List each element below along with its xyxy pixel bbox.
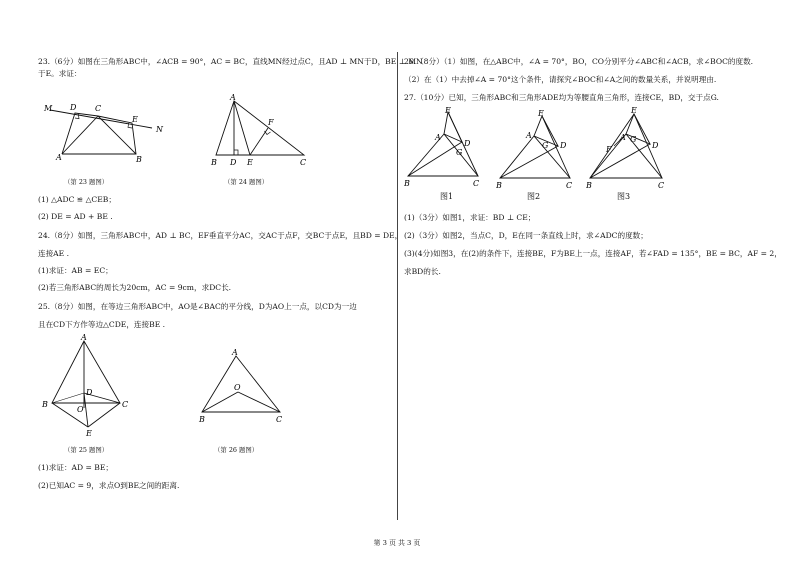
q24-text-line1: 24.（8分）如图，三角形ABC中，AD ⊥ BC，EF垂直平分AC，交AC于点F，交BC于点E，且BD = DE，: [38, 231, 403, 240]
q25-text-line1: 25.（8分）如图，在等边三角形ABC中，AO是∠BAC的平分线，D为AO上一点，以CD为一边: [38, 302, 357, 311]
q24-part2: (2)若三角形ABC的周长为20cm，AC = 9cm，求DC长.: [38, 283, 232, 292]
q25-part2: (2)已知AC = 9，求点O到BE之间的距离.: [38, 481, 180, 490]
q27-part3-line1: (3)(4分)如图3，在(2)的条件下，连接BE，F为BE上一点，连接AF，若∠FAD = 135°，BE = BC，AF = 2，: [404, 249, 782, 258]
fig23-label: M: [44, 104, 53, 113]
figure-24: [206, 93, 318, 171]
fig27-2-label: D: [560, 141, 567, 150]
fig26-label: O: [234, 383, 241, 392]
q23-part1: (1) △ADC ≌ △CEB；: [38, 195, 116, 204]
q27-part3-line2: 求BD的长.: [404, 267, 441, 276]
fig27-3-label: E: [631, 106, 637, 115]
fig24-label: D: [230, 158, 237, 167]
fig27-2-label: E: [538, 109, 544, 118]
fig23-label: B: [136, 155, 142, 164]
fig27-3-label: B: [586, 181, 592, 190]
fig25-label: O: [77, 405, 84, 414]
figure-27-2: [496, 108, 578, 190]
figure-23: [40, 98, 170, 168]
figure-27-1: [404, 104, 486, 190]
fig24-label: E: [247, 158, 253, 167]
fig27-3-caption: 图3: [617, 192, 631, 201]
fig25-label: A: [81, 333, 87, 342]
fig27-2-label: C: [566, 181, 573, 190]
fig26-caption: （第 26 题图）: [214, 446, 259, 454]
fig27-1-label: B: [404, 179, 410, 188]
fig27-1-label: D: [464, 139, 471, 148]
fig25-label: C: [122, 400, 129, 409]
fig25-label: E: [86, 429, 92, 438]
fig24-label: A: [230, 93, 236, 102]
q24-text-line2: 连接AE .: [38, 249, 70, 258]
fig24-label: F: [268, 118, 274, 127]
fig27-2-label: G: [542, 141, 549, 150]
fig23-label: E: [132, 115, 138, 124]
fig26-label: B: [199, 415, 205, 424]
q23-part2: (2) DE = AD + BE .: [38, 212, 113, 221]
fig24-caption: （第 24 题图）: [224, 178, 269, 186]
fig24-label: C: [300, 158, 307, 167]
fig23-label: A: [56, 153, 62, 162]
fig23-label: C: [95, 104, 102, 113]
fig27-2-caption: 图2: [527, 192, 541, 201]
q27-part1: (1)（3分）如图1，求证：BD ⊥ CE；: [404, 213, 536, 222]
fig27-1-label: A: [435, 133, 441, 142]
fig27-1-label: G: [456, 148, 463, 157]
fig27-2-label: A: [526, 131, 532, 140]
column-divider: [397, 52, 398, 520]
fig27-3-label: A: [620, 133, 626, 142]
fig27-2-label: B: [496, 181, 502, 190]
q25-text-line2: 且在CD下方作等边△CDE，连接BE .: [38, 320, 166, 329]
q25-part1: (1)求证：AD = BE；: [38, 463, 114, 472]
page-footer: 第 3 页 共 3 页: [373, 539, 421, 547]
fig27-3-label: C: [658, 181, 665, 190]
fig27-1-label: C: [473, 179, 480, 188]
fig24-label: B: [211, 158, 217, 167]
figure-25: [40, 333, 140, 441]
fig23-caption: （第 23 题图）: [64, 178, 109, 186]
fig25-label: B: [42, 400, 48, 409]
fig25-label: D: [86, 388, 93, 397]
fig25-caption: （第 25 题图）: [64, 446, 109, 454]
fig27-1-label: E: [445, 106, 451, 115]
q26-text-line2: （2）在（1）中去掉∠A = 70°这个条件，请探究∠BOC和∠A之间的数量关系，并说明理由.: [404, 75, 717, 84]
fig23-label: D: [70, 103, 77, 112]
fig27-3-label: G: [630, 135, 637, 144]
q27-part2: (2)（3分）如图2，当点C，D，E在同一条直线上时，求∠ADC的度数；: [404, 231, 648, 240]
fig27-3-label: F: [606, 145, 612, 154]
fig27-1-caption: 图1: [440, 192, 454, 201]
q26-text-line1: 26.（8分）（1）如图，在△ABC中，∠A = 70°，BO，CO分别平分∠ABC和∠ACB，求∠BOC的度数.: [404, 57, 754, 66]
q23-text-line2: 于E。求证：: [38, 69, 82, 78]
fig23-label: N: [156, 125, 163, 134]
fig27-3-label: D: [652, 141, 659, 150]
q23-text-line1: 23.（6分）如图在三角形ABC中，∠ACB = 90°，AC = BC，直线MN经过点C，且AD ⊥ MN于D，BE ⊥ MN: [38, 57, 423, 66]
q24-part1: (1)求证：AB = EC；: [38, 266, 113, 275]
figure-26: [196, 346, 288, 424]
q27-text-line1: 27.（10分）已知，三角形ABC和三角形ADE均为等腰直角三角形，连接CE，BD，交于点G.: [404, 93, 719, 102]
fig26-label: A: [232, 348, 238, 357]
figure-27-3: [586, 104, 670, 190]
fig26-label: C: [276, 415, 283, 424]
